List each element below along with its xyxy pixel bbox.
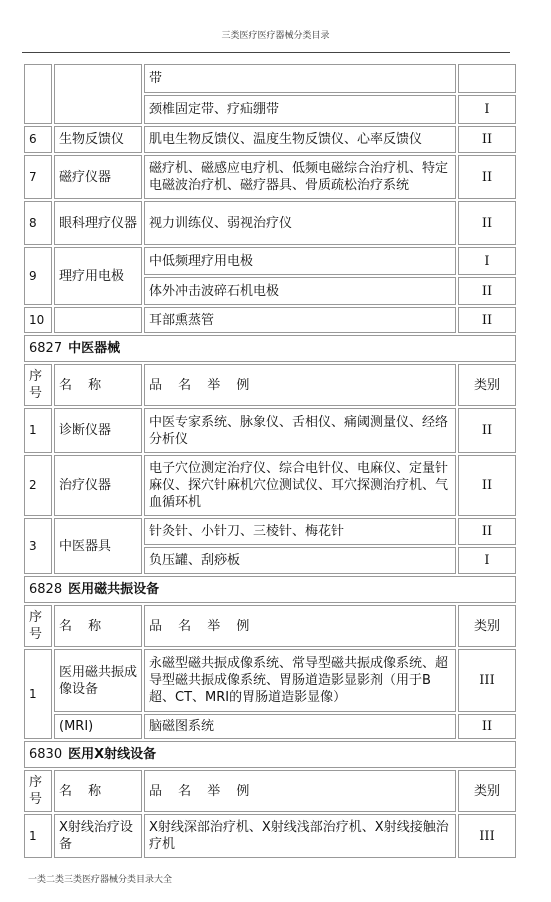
seq-cell: 1 — [24, 814, 52, 858]
spec-cell: 耳部熏蒸管 — [144, 307, 456, 333]
class-cell: II — [458, 126, 516, 153]
spec-cell: 负压罐、刮痧板 — [144, 547, 456, 574]
header-seq: 序号 — [24, 364, 52, 406]
seq-cell: 3 — [24, 518, 52, 574]
class-cell: III — [458, 649, 516, 712]
seq-cell: 7 — [24, 155, 52, 199]
class-cell: II — [458, 307, 516, 333]
header-name: 名 称 — [54, 364, 142, 406]
class-cell — [458, 64, 516, 93]
class-cell: II — [458, 518, 516, 545]
table-row — [24, 307, 516, 333]
header-name: 名 称 — [54, 770, 142, 812]
class-cell: II — [458, 408, 516, 453]
column-header-row — [24, 605, 516, 647]
spec-cell: 肌电生物反馈仪、温度生物反馈仪、心率反馈仪 — [144, 126, 456, 153]
section-title: 医用X射线设备 — [68, 747, 157, 762]
name-cell: (MRI) — [54, 714, 142, 739]
name-cell — [54, 307, 142, 333]
name-cell: 眼科理疗仪器 — [54, 201, 142, 245]
seq-cell: 2 — [24, 455, 52, 516]
name-cell: 生物反馈仪 — [54, 126, 142, 153]
table-row — [24, 714, 516, 739]
name-cell: 医用磁共振成像设备 — [54, 649, 142, 712]
section-row — [24, 576, 516, 603]
section-row — [24, 741, 516, 768]
spec-cell: 视力训练仪、弱视治疗仪 — [144, 201, 456, 245]
section-title: 医用磁共振设备 — [68, 582, 160, 597]
name-cell: 磁疗仪器 — [54, 155, 142, 199]
spec-cell: 带 — [144, 64, 456, 93]
seq-cell: 8 — [24, 201, 52, 245]
table-row — [24, 814, 516, 858]
class-cell: II — [458, 201, 516, 245]
page-footer: 一类二类三类医疗器械分类目录大全 — [28, 875, 173, 885]
header-class: 类别 — [458, 605, 516, 647]
header-class: 类别 — [458, 364, 516, 406]
name-cell: X射线治疗设备 — [54, 814, 142, 858]
name-cell: 中医器具 — [54, 518, 142, 574]
header-seq: 序号 — [24, 605, 52, 647]
class-cell: III — [458, 814, 516, 858]
seq-cell: 1 — [24, 649, 52, 739]
class-cell: II — [458, 155, 516, 199]
section-code: 6827 — [29, 341, 63, 356]
table-row — [24, 155, 516, 199]
column-header-row — [24, 364, 516, 406]
name-cell: 治疗仪器 — [54, 455, 142, 516]
seq-cell: 9 — [24, 247, 52, 305]
table-row — [24, 64, 516, 93]
seq-cell: 6 — [24, 126, 52, 153]
table-row — [24, 649, 516, 712]
class-cell: II — [458, 455, 516, 516]
spec-cell: 电子穴位测定治疗仪、综合电针仪、电麻仪、定量针麻仪、探穴针麻机穴位测试仪、耳穴探测治疗机、气血循环机 — [144, 455, 456, 516]
spec-cell: X射线深部治疗机、X射线浅部治疗机、X射线接触治疗机 — [144, 814, 456, 858]
column-header-row — [24, 770, 516, 812]
spec-cell: 磁疗机、磁感应电疗机、低频电磁综合治疗机、特定电磁波治疗机、磁疗器具、骨质疏松治疗系统 — [144, 155, 456, 199]
spec-cell: 针灸针、小针刀、三棱针、梅花针 — [144, 518, 456, 545]
section-code: 6828 — [29, 582, 63, 597]
header-class: 类别 — [458, 770, 516, 812]
class-cell: I — [458, 247, 516, 275]
table-row — [24, 518, 516, 545]
section-row — [24, 335, 516, 362]
class-cell: II — [458, 277, 516, 305]
header-spec: 品 名 举 例 — [144, 364, 456, 406]
class-cell: I — [458, 547, 516, 574]
header-spec: 品 名 举 例 — [144, 605, 456, 647]
class-cell: I — [458, 95, 516, 124]
page-header: 三类医疗医疗器械分类目录 — [221, 31, 330, 41]
header-name: 名 称 — [54, 605, 142, 647]
section-heading — [24, 741, 516, 768]
section-title: 中医器械 — [68, 341, 121, 356]
name-cell — [54, 64, 142, 124]
spec-cell: 永磁型磁共振成像系统、常导型磁共振成像系统、超导型磁共振成像系统、胃肠道造影显影剂（用于B超、CT、MRI的胃肠道造影显像） — [144, 649, 456, 712]
name-cell: 诊断仪器 — [54, 408, 142, 453]
table-row — [24, 201, 516, 245]
classification-table — [22, 62, 518, 860]
spec-cell: 颈椎固定带、疗疝绷带 — [144, 95, 456, 124]
section-code: 6830 — [29, 747, 63, 762]
spec-cell: 中低频理疗用电极 — [144, 247, 456, 275]
spec-cell: 中医专家系统、脉象仪、舌相仪、痛阈测量仪、经络分析仪 — [144, 408, 456, 453]
header-spec: 品 名 举 例 — [144, 770, 456, 812]
header-divider — [22, 52, 510, 53]
seq-cell: 1 — [24, 408, 52, 453]
header-seq: 序号 — [24, 770, 52, 812]
table-row — [24, 408, 516, 453]
spec-cell: 体外冲击波碎石机电极 — [144, 277, 456, 305]
seq-cell: 10 — [24, 307, 52, 333]
class-cell: II — [458, 714, 516, 739]
seq-cell — [24, 64, 52, 124]
spec-cell: 脑磁图系统 — [144, 714, 456, 739]
table-row — [24, 455, 516, 516]
table-row — [24, 247, 516, 275]
table-row — [24, 126, 516, 153]
section-heading — [24, 576, 516, 603]
name-cell: 理疗用电极 — [54, 247, 142, 305]
section-heading — [24, 335, 516, 362]
